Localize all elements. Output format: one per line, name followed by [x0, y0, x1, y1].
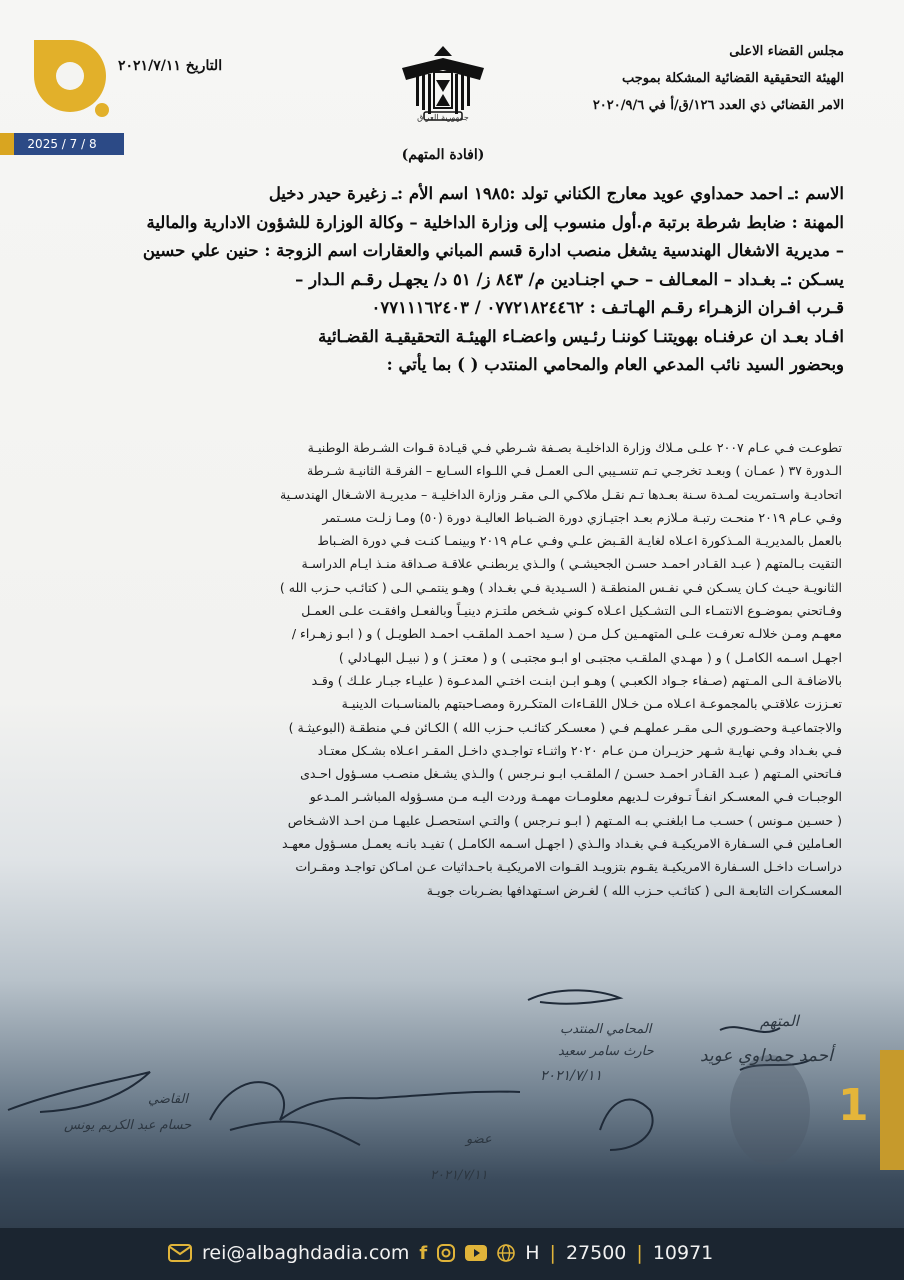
- statement-line: اتحاديـة واسـتمريت لمـدة سـنة بعـدها تـم نقـل ملاكـي الـى مقـر وزارة الداخليـة – مديريـة الاشـغال الهندسـية: [279, 486, 842, 502]
- authority-line: مجلس القضاء الاعلى: [729, 44, 844, 59]
- statement-line: المعسـكرات التابعـة الـى ( كتائـب حـزب الله ) لغـرض اسـتهدافها بضـربات جويـة: [426, 882, 842, 898]
- fingerprint-mark: [730, 1055, 810, 1165]
- globe-icon[interactable]: [497, 1244, 515, 1262]
- document-title: (افادة المتهم): [401, 147, 485, 163]
- statement-line: اجهـل اسـمه الكامـل ) و ( مهـدي الملقـب مجتبـى او ابـو مجتبـى ) و ( معتـز ) و ( نبيـل البهـادلي ): [338, 649, 842, 665]
- facebook-icon[interactable]: f: [419, 1242, 428, 1264]
- lawyer-signature-date: ٢٠٢١/٧/١١: [540, 1068, 603, 1084]
- accused-signature-label: المتهم: [760, 1012, 799, 1030]
- info-line: وبحضور السيد نائب المدعي العام والمحامي المنتدب ( ) بما يأتي :: [386, 355, 844, 374]
- statement-line: بالعمل بالمديريـة المـذكورة اعـلاه لغايـة القـبض علـي وفـي عـام ٢٠١٩ وبينمـا كنـت فـي دورة الضـباط: [317, 533, 842, 549]
- footer-email[interactable]: rei@albaghdadia.com: [202, 1242, 410, 1264]
- statement-line: التقيت بـالمتهم ( عبـد القـادر احمـد حسـن الجحيشـي ) والـذي يربطنـي علاقـة صـداقة منـذ ايـام الدراسـة: [301, 556, 842, 572]
- albaghdadia-logo: [26, 36, 114, 120]
- lawyer-signature-name: حارث سامر سعيد: [558, 1044, 654, 1059]
- info-line: الاسم :ـ احمد حمداوي عويد معارج الكناني تولد :١٩٨٥ اسم الأم :ـ زغيرة حيدر دخيل: [268, 184, 844, 203]
- info-line: يسـكن :ـ بغـداد – المعـالف – حـي اجنـادين م/ ٨٤٣ ز/ ٥١ د/ يجهـل رقـم الـدار –: [295, 269, 844, 289]
- member-signature-label: عضو: [466, 1132, 492, 1147]
- youtube-icon[interactable]: [465, 1245, 487, 1261]
- accused-details: [70, 180, 844, 380]
- email-icon: [168, 1244, 192, 1262]
- issuing-authority: [504, 38, 844, 119]
- statement-line: العـاملين فـي السـفارة الامريكيـة فـي بغـداد والـذي ( اجهـل اسـمه الكامـل ) تفيـد بانـه يعمـل مسـؤول معهـد: [282, 836, 842, 852]
- page-number: 1: [838, 1080, 869, 1131]
- statement-line: الـدورة ٣٧ ( عمـان ) وبعـد تخرجـي تـم تنسـيبي الـى العمـل فـي اللـواء السـابع – الفرقـة الثانيـة شـرطة: [307, 463, 842, 479]
- publish-date: 2025 / 7 / 8: [27, 137, 97, 151]
- statement-line: دراسـات داخـل السـفارة الامريكيـة يقـوم بتزويـد القـوات الامريكيـة باحـداثيات عـن امـاكن تواجـد ومقـرات: [295, 859, 842, 875]
- info-line: المهنة : ضابط شرطة برتبة م.أول منسوب إلى وزارة الداخلية – وكالة الوزارة للشؤون الادارية والمالية: [146, 212, 844, 232]
- hotline-number[interactable]: 10971: [652, 1242, 714, 1264]
- date-tag-stripe: [0, 133, 14, 155]
- footer-separator: |: [549, 1242, 556, 1264]
- hotline-number[interactable]: 27500: [565, 1242, 627, 1264]
- statement-line: وفـي عـام ٢٠١٩ منحـت رتبـة مـلازم بعـد اجتيـازي دورة الضـباط العاليـة دورة (٥٠) ومـا زلـت مسـتمر: [322, 509, 842, 525]
- document-date: التاريخ ٢٠٢١/٧/١١: [118, 58, 223, 74]
- judge-signature-label: القاضي: [148, 1092, 188, 1107]
- statement-line: الوجبـات فـي المعسـكر انفـاً تـوفرت لـديهم معلومـات مهمـة وردت اليـه مـن مسـؤوله المباشـر المـدعو: [309, 789, 842, 805]
- statement-line: والاجتماعيـة وحضـوري الـى مقـر عملهـم فـي ( معسـكر كتائـب حـزب الله ) الكـائن فـي منطقـة (البوعيثـة ): [288, 719, 842, 735]
- emblem-caption: جمهورية العراق: [417, 113, 469, 122]
- statement-line: بالاضافـة الـى المـتهم (صـفاء جـواد الكعبـي ) وهـو ابـن ابنـت اختـي المدعـوة ( عليـاء جبـار علـك ) وقـد: [311, 672, 842, 688]
- statement-line: تعـززت علاقتـي بالمجموعـة اعـلاه مـن خـلال اللقـاءات المتكـررة ومصـاحبتهم بالمناسـبات الدينيـة: [341, 696, 842, 712]
- authority-line: الامر القضائي ذي العدد ١٢٦/ق/أ في ٢٠٢٠/٩/٦: [592, 98, 844, 113]
- hotline-prefix: H: [525, 1242, 540, 1264]
- statement-body: [70, 436, 842, 902]
- info-line: قـرب افـران الزهـراء رقـم الهـاتـف : ٠٧٧٢١٨٢٤٤٦٢ / ٠٧٧١١١٦٢٤٠٣: [371, 298, 844, 317]
- statement-line: فـي بغـداد وفـي نهايـة شـهر حزيـران مـن عـام ٢٠٢٠ واثنـاء تواجـدي داخـل المقـر اعـلاه بشـكل معتـاد: [317, 742, 842, 758]
- accused-signature-name: أحمد حمداوي عويد: [700, 1046, 833, 1066]
- info-line: افـاد بعـد ان عرفنـاه بهويتنـا كوننـا رئـيس واعضـاء الهيئـة التحقيقيـة القضـائية: [318, 326, 844, 346]
- judge-signature-name: حسام عبد الكريم يونس: [64, 1118, 192, 1133]
- statement-line: معهـم ومـن خلالـه تعرفـت علـى المتهمـين كـل مـن ( سـيد احمـد الملقـب احمـد الطويـل ) و ( ابـو زهـراء /: [291, 626, 842, 642]
- statement-line: فـاتحني المـتهم ( عبـد القـادر احمـد حسـن / الملقـب ابـو نـرجس ) والـذي يشـغل منصـب مسـؤول احـدى: [300, 766, 842, 782]
- footer-separator: |: [636, 1242, 643, 1264]
- lawyer-signature-label: المحامي المنتدب: [560, 1022, 652, 1037]
- footer-contact: [168, 1238, 713, 1268]
- statement-line: الثانويـة حيـث كـان يسـكن فـي نفـس المنطقـة ( السـيدية فـي بغـداد ) وهـو ينتمـي الـى ( كتائـب حـزب الله ): [279, 579, 842, 595]
- info-line: – مديرية الاشغال الهندسية يشغل منصب ادارة قسم المباني والعقارات اسم الزوجة : حنين علي حسين: [142, 241, 844, 260]
- member-signature-date: ٢٠٢١/٧/١١: [430, 1168, 488, 1183]
- page-number-bar: [880, 1050, 904, 1170]
- authority-line: الهيئة التحقيقية القضائية المشكلة بموجب: [621, 71, 844, 86]
- statement-line: تطوعـت فـي عـام ٢٠٠٧ علـى مـلاك وزارة الداخليـة بصـفة شـرطي فـي قيـادة قـوات الشـرطة الوطنيـة: [307, 440, 842, 455]
- publish-date-tag: [0, 133, 124, 155]
- instagram-icon[interactable]: [437, 1244, 455, 1262]
- statement-line: وفـاتحني بموضـوع الانتمـاء الـى التشـكيل اعـلاه كـوني شـخص ملتـزم دينيـاً وبالفعـل وافقـت علـى العمـل: [301, 603, 842, 619]
- statement-line: ( حسـين مـونس ) حسـب مـا ابلغنـي بـه المـتهم ( ابـو نـرجس ) والتـي استحصـل عليهـا مـن احـد الاشـخاص: [287, 812, 842, 828]
